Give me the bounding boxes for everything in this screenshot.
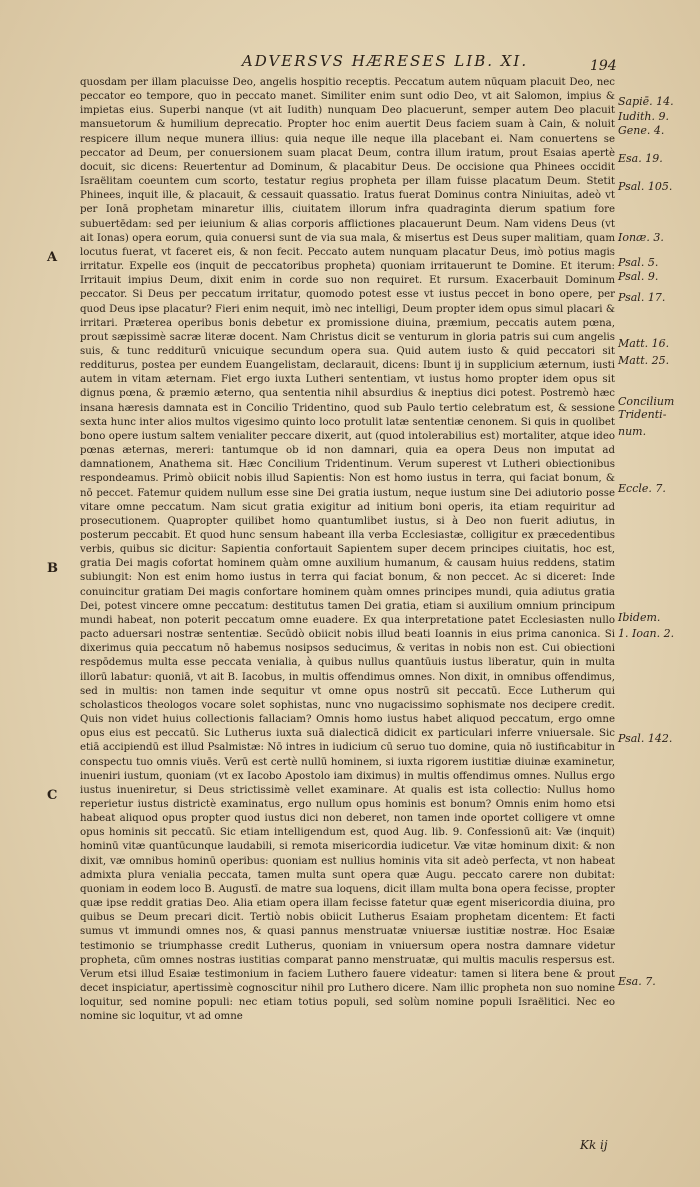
margin-note: Psal. 142.	[618, 732, 673, 745]
main-text-column	[80, 76, 615, 1024]
body-paragraph: quosdam per illam placuisse Deo, angelis hospitio receptis. Peccatum autem nūquam placuit Deo, nec peccator eo tempore, quo in peccato manet. Similiter enim sunt odio Deo, vt ait Salomon, impius & impietas eius. Superbi nanque (vt ait Iudith) nunquam Deo placuerunt, semper autem Deo placuit mansuetorum & humilium deprecatio. Propter hoc enim auertit Deus faciem suam à Cain, & noluit respicere illum neque munera illius: quia neque ille neque illa placebant ei. Nam conuertens se peccator ad Deum, per conuersionem suam placat Deum, contra illum iratum, prout Esaias apertè docuit, sic dicens: Reuertentur ad Dominum, & placabitur Deus. De occisione qua Phinees occidit Israëlitam coeuntem cum scorto, testatur regius propheta per illam fuisse placatum Deum. Stetit Phinees, inquit ille, & placauit, & cessauit quassatio. Iratus fuerat Dominus contra Niniuitas, adeò vt per Ionā prophetam minaretur illis, ciuitatem illorum infra quadraginta dierum spatium fore subuertēdam: sed per ieiunium & alias corporis afflictiones placauerunt Deum. Nam videns Deus (vt ait Ionas) opera eorum, quia conuersi sunt de via sua mala, & misertus est Deus super malitiam, quam locutus fuerat, vt faceret eis, & non fecit. Peccato autem nunquam placatur Deus, imò potius magis irritatur. Expelle eos (inquit de peccatoribus propheta) quoniam irritauerunt te Domine. Et iterum: Irritauit impius Deum, dixit enim in corde suo non requiret. Et rursum. Exacerbauit Dominum peccator. Si Deus per peccatum irritatur, quomodo potest esse vt iustus peccet in bono opere, per quod Deus ipse placatur? Fieri enim nequit, imò nec intelligi, Deum propter idem opus simul placari & irritari. Præterea operibus bonis debetur ex promissione diuina, præmium, peccatis autem pœna, prout sæpissimè sacræ literæ docent. Nam Christus dicit se venturum in gloria patris sui cum angelis suis, & tunc redditurū vnicuique secundum opera sua. Quid autem iusto & quid peccatori sit redditurus, postea per eundem Euangelistam, declarauit, dicens: Ibunt ij in supplicium æternum, iusti autem in vitam æternam. Fiet ergo iuxta Lutheri sententiam, vt iustus homo propter idem opus sit dignus pœna, & præmio æterno, qua sententia nihil absurdius & ineptius dici potest. Postremò hæc insana hæresis damnata est in Concilio Tridentino, quod sub Paulo tertio celebratum est, & sessione sexta hunc inter alios multos vigesimo quinto loco protulit latæ sententiæ cenonem. Si quis in quolibet bono opere iustum saltem venialiter peccare dixerit, aut (quod intolerabilius est) mortaliter, atque ideo pœnas æternas, mereri: tantumque ob id non damnari, quia ea opera Deus non imputat ad damnationem, Anathema sit. Hæc Concilium Tridentinum. Verum superest vt Lutheri obiectionibus respondeamus. Primò obiicit nobis illud Sapientis: Non est homo iustus in terra, qui faciat bonum, & nō peccet. Fatemur quidem nullum esse sine Dei gratia iustum, neque iustum sine Dei adiutorio posse vitare omne peccatum. Nam sicut gratia exigitur ad initium boni operis, ita etiam requiritur ad prosecutionem. Quapropter quilibet homo quantumlibet iustus, si à Deo non fuerit adiutus, in posterum peccabit. Et quod hunc sensum habeant illa verba Ecclesiastæ, colligitur ex præcedentibus verbis, quibus sic dicitur: Sapientia confortauit Sapientem super decem principes ciuitatis, hoc est, gratia Dei magis cofortat hominem quàm omne auxilium humanum, & causam huius reddens, statim subiungit: Non est enim homo iustus in terra qui faciat bonum, & non peccet. Ac si diceret: Inde conuincitur gratiam Dei magis confortare hominem quàm omnes principes mundi, quia adiutus gratia Dei, potest vincere omne peccatum: destitutus tamen Dei gratia, etiam si auxilium omnium principum mundi habeat, non poterit peccatum omne euadere. Ex qua interpretatione patet Ecclesiasten nullo pacto aduersari nostræ sententiæ. Secūdò obiicit nobis illud beati Ioannis in eius prima canonica. Si dixerimus quia peccatum nō habemus nosipsos seducimus, & veritas in nobis non est. Cui obiectioni respōdemus multa esse peccata venialia, à quibus nullus quantūuis iustus liberatur, quin in multa illorū labatur: quoniā, vt ait B. Iacobus, in multis offendimus omnes. Non dixit, in omnibus offendimus, sed in multis: non tamen inde sequitur vt omne opus nostrū sit peccatū. Ecce Lutherum qui scholasticos theologos vocare solet sophistas, nunc vno nugacissimo sophismate nos decipere credit. Quis non videt huius collectionis fallaciam? Omnis homo iustus habet aliquod peccatum, ergo omne opus eius est peccatū. Sic Lutherus iuxta suā dialecticā didicit ex particulari inferre vniuersale. Sic etiā accipiendū est illud Psalmistæ: Nō intres in iudicium cū seruo tuo domine, quia nō iustificabitur in conspectu tuo omnis viuēs. Verū est certè nullū hominem, si iuxta rigorem iustitiæ diuinæ examinetur, inueniri iustum, quoniam (vt ex Iacobo Apostolo iam diximus) in multis offendimus omnes. Nullus ergo iustus inueniretur, si Deus strictissimè vellet examinare. At qualis est ista collectio: Nullus homo reperietur iustus districtè examinatus, ergo nullum opus hominis est bonum? Omnis enim homo etsi habeat aliquod opus propter quod iustus dici non deberet, non tamen inde oportet colligere vt omne opus hominis sit peccatū. Sic etiam intelligendum est, quod Aug. lib. 9. Confessionū ait: Væ (inquit) hominū vitæ quantūcunque laudabili, si remota misericordia iudicetur. Væ vitæ hominum dixit: & non dixit, væ omnibus hominū operibus: quoniam est nullius hominis vita sit adeò perfecta, vt non habeat admixta plura venialia peccata, tamen multa sunt opera quæ Augu. peccato carere non dubitat: quoniam in eodem loco B. Augustī. de matre sua loquens, dicit illam multa bona opera fecisse, propter quæ ipse reddit gratias Deo. Alia etiam opera illam fecisse fatetur quæ egent misericordia diuina, pro quibus se Deum precari dicit. Tertiò nobis obiicit Lutherus Esaiam prophetam dicentem: Et facti sumus vt immundi omnes nos, & quasi pannus menstruatæ vniuersæ iustitiæ nostræ. Hoc Esaiæ testimonio se triumphasse credit Lutherus, quoniam in vniuersum opera nostra damnare videtur propheta, cūm omnes nostras iustitias comparat panno menstruatæ, qui multis maculis respersus est. Verum etsi illud Esaiæ testimonium in faciem Luthero fauere videatur: tamen si litera bene & prout decet inspiciatur, apertissimè cognoscitur nihil pro Luthero dicere. Nam illic propheta non suo nomine loquitur, sed nomine populi: nec etiam totius populi, sed solùm nomine populi Israëlitici. Nec eo nomine sic loquitur, vt ad omne	[80, 77, 615, 1023]
margin-note: Psal. 17.	[618, 291, 666, 304]
margin-note: Eccle. 7.	[618, 482, 666, 495]
margin-note: Ionæ. 3.	[618, 231, 664, 244]
page-header	[0, 52, 700, 74]
folio-number: 194	[590, 58, 617, 74]
section-letter-a: A	[47, 250, 58, 265]
margin-note: Iudith. 9.	[618, 110, 669, 123]
margin-note: Esa. 19.	[618, 152, 663, 165]
section-letter-b: B	[47, 561, 58, 576]
margin-note: Psal. 9.	[618, 270, 659, 283]
margin-note: Ibidem.	[618, 611, 661, 624]
margin-note: Sapiē. 14.	[618, 95, 674, 108]
margin-note: Matt. 16.	[618, 337, 670, 350]
margin-note: Psal. 105.	[618, 180, 673, 193]
section-letter-c: C	[47, 788, 58, 803]
margin-note: 1. Ioan. 2.	[618, 627, 675, 640]
margin-note: Matt. 25.	[618, 354, 670, 367]
margin-note: Esa. 7.	[618, 975, 656, 988]
margin-note: Concilium Tridenti-	[618, 395, 675, 421]
margin-note: Gene. 4.	[618, 124, 665, 137]
margin-note: Psal. 5.	[618, 256, 659, 269]
margin-note: num.	[618, 425, 647, 438]
running-head: ADVERSVS HÆRESES LIB. XI.	[241, 52, 529, 70]
catchword: Kk ij	[580, 1138, 608, 1152]
